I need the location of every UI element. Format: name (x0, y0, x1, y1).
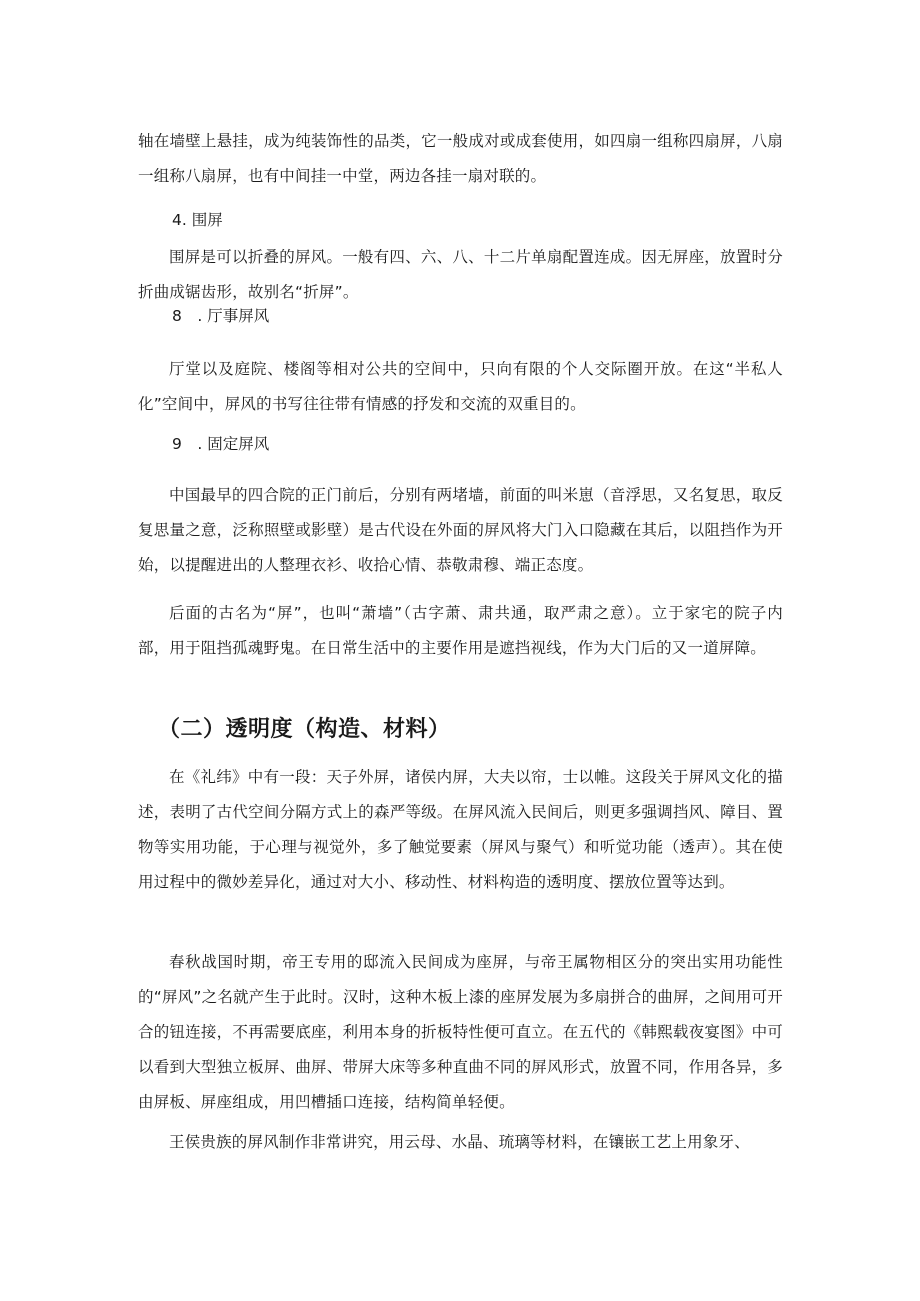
paragraph-touming-2: 春秋战国时期，帝王专用的邸流入民间成为座屏，与帝王属物相区分的突出实用功能性的“屏风”之名就产生于此时。汉时，这种木板上漆的座屏发展为多扇拼合的曲屏，之间用可开合的钮连接，不再需要底座，利用本身的折板特性便可直立。在五代的《韩熙载夜宴图》中可以看到大型独立板屏、曲屏、带屏大床等多种直曲不同的屏风形式，放置不同，作用各异，多由屏板、屏座组成，用凹槽插口连接，结构简单轻便。 (138, 953, 783, 1111)
paragraph-touming-3: 王侯贵族的屏风制作非常讲究，用云母、水晶、琉璃等材料，在镶嵌工艺上用象牙、 (169, 1133, 750, 1151)
paragraph-continuation: 轴在墙壁上悬挂，成为纯装饰性的品类，它一般成对或成套使用，如四扇一组称四扇屏，八扇一组称八扇屏，也有中间挂一中堂，两边各挂一扇对联的。 (138, 132, 783, 185)
subheading-guding: 9 . 固定屏风 (172, 435, 270, 453)
subheading-weiping: 4. 围屏 (172, 211, 223, 229)
paragraph-touming-1: 在《礼纬》中有一段：天子外屏，诸侯内屏，大夫以帘，士以帷。这段关于屏风文化的描述，表明了古代空间分隔方式上的森严等级。在屏风流入民间后，则更多强调挡风、障目、置物等实用功能，于心理与视觉外，多了触觉要素（屏风与聚气）和听觉功能（透声）。其在使用过程中的微妙差异化，通过对大小、移动性、材料构造的透明度、摆放位置等达到。 (138, 768, 783, 891)
section-title: （二）透明度（构造、材料） (158, 717, 451, 742)
paragraph-weiping: 围屏是可以折叠的屏风。一般有四、六、八、十二片单扇配置连成。因无屏座，放置时分折曲成锯齿形，故别名“折屏”。 (138, 248, 783, 301)
paragraph-guding-1: 中国最早的四合院的正门前后，分别有两堵墙，前面的叫米崽（音浮思，又名复思，取反复思量之意，泛称照壁或影壁）是古代设在外面的屏风将大门入口隐藏在其后，以阻挡作为开始，以提醒进出的人整理衣衫、收拾心情、恭敬肃穆、端正态度。 (138, 486, 783, 574)
paragraph-tingshi: 厅堂以及庭院、楼阁等相对公共的空间中，只向有限的个人交际圈开放。在这“半私人化”空间中，屏风的书写往往带有情感的抒发和交流的双重目的。 (138, 360, 783, 413)
paragraph-guding-2: 后面的古名为“屏”，也叫“萧墙”（古字萧、肃共通，取严肃之意）。立于家宅的院子内部，用于阻挡孤魂野鬼。在日常生活中的主要作用是遮挡视线，作为大门后的又一道屏障。 (138, 604, 783, 657)
subheading-tingshi: 8 . 厅事屏风 (172, 307, 270, 325)
